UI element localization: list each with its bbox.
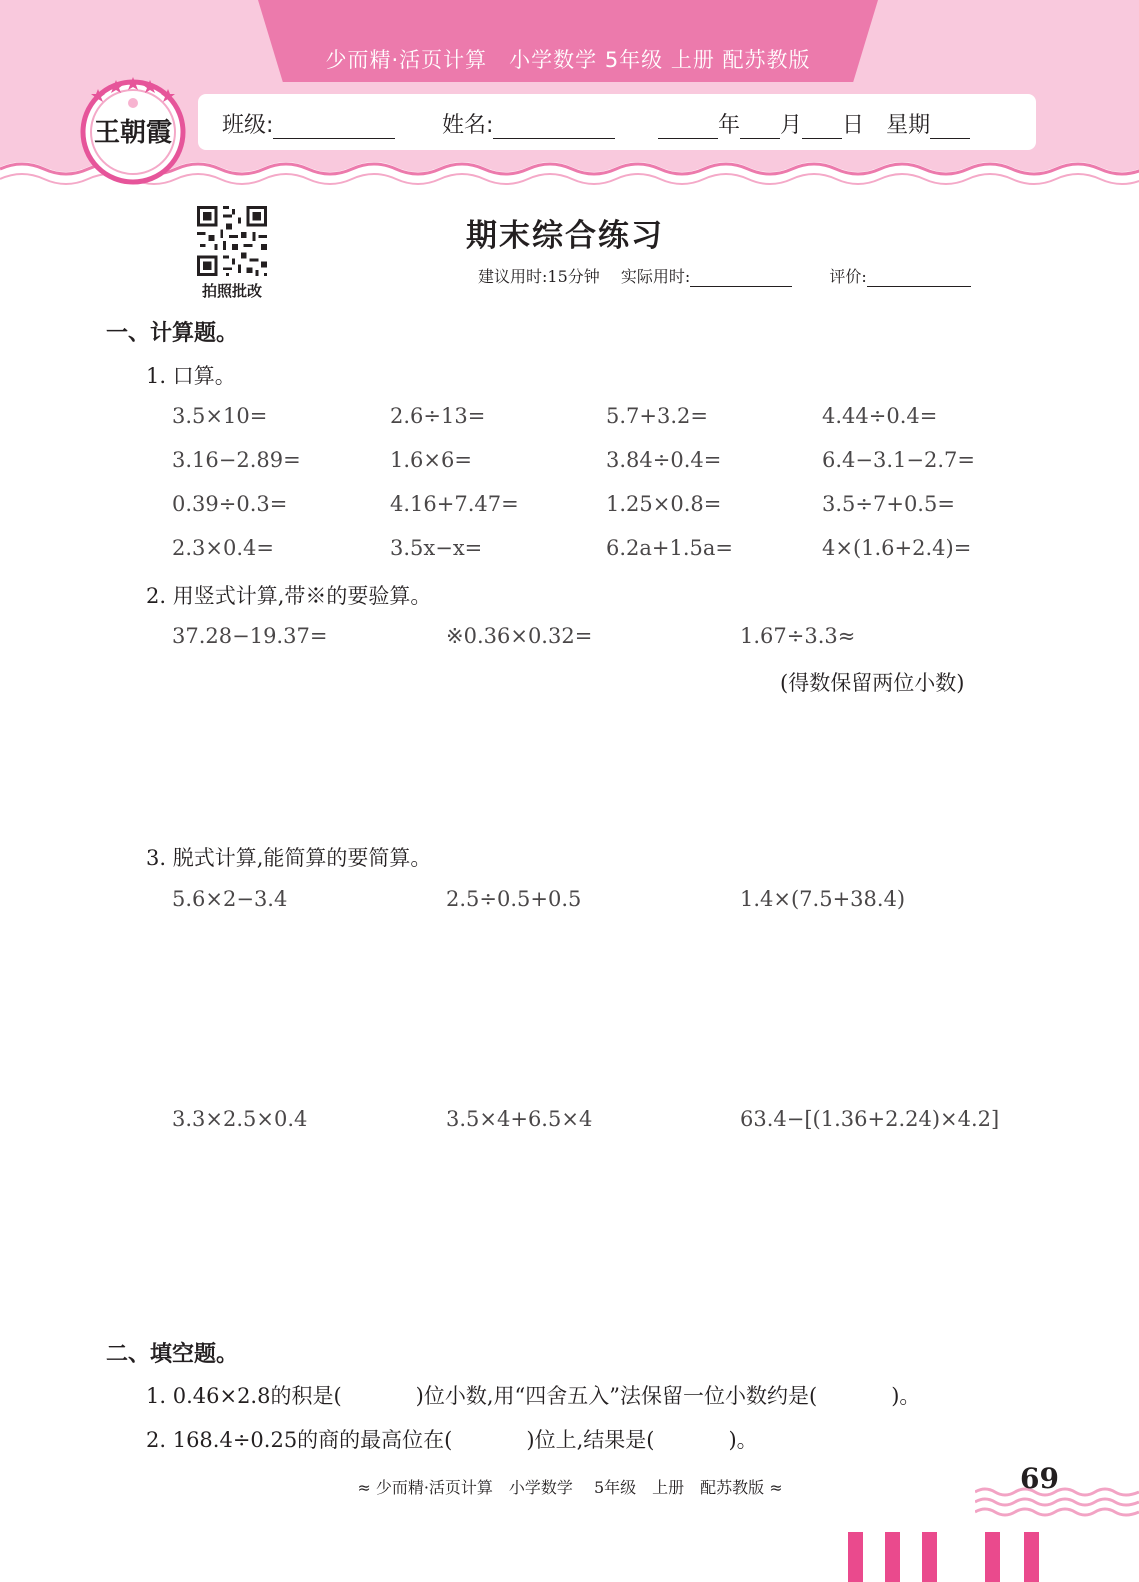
qr-code-icon[interactable] <box>193 203 271 279</box>
name-label: 姓名: <box>442 113 494 138</box>
stepwise-item: 3.5×4+6.5×4 <box>446 1107 593 1131</box>
day-label: 日 <box>842 113 865 138</box>
fill1-text-c: )。 <box>891 1384 921 1408</box>
oral-item: 0.39÷0.3= <box>172 492 288 516</box>
oral-item: 2.6÷13= <box>390 404 486 428</box>
footer-series: ≈ 少而精·活页计算 小学数学 5年级 上册 配苏教版 ≈ <box>357 1478 783 1497</box>
oral-item: 3.84÷0.4= <box>606 448 722 472</box>
oral-item: 1.25×0.8= <box>606 492 722 516</box>
month-label: 月 <box>780 113 803 138</box>
vertical-calc-item: 1.67÷3.3≈ <box>740 624 856 648</box>
timing-line <box>478 264 971 287</box>
decor-bar <box>848 1532 863 1582</box>
brand-logo <box>78 75 188 185</box>
fill2-text-b: )位上,结果是( <box>526 1428 655 1452</box>
oral-item: 1.6×6= <box>390 448 472 472</box>
fill2-text-a: 2. 168.4÷0.25的商的最高位在( <box>146 1428 453 1452</box>
oral-item: 4.44÷0.4= <box>822 404 938 428</box>
section1-heading: 一、计算题。 <box>106 321 239 346</box>
oral-item: 6.4−3.1−2.7= <box>822 448 975 472</box>
oral-item: 4×(1.6+2.4)= <box>822 536 972 560</box>
fill2-text-c: )。 <box>728 1428 758 1452</box>
evaluation-blank[interactable] <box>867 269 971 287</box>
weekday-label: 星期 <box>886 113 931 138</box>
oral-item: 3.5×10= <box>172 404 268 428</box>
oral-item: 3.5x−x= <box>390 536 483 560</box>
actual-time-blank[interactable] <box>690 269 792 287</box>
oral-item: 6.2a+1.5a= <box>606 536 734 560</box>
logo-text: 王朝霞 <box>93 118 173 148</box>
fill-question-1 <box>146 1380 920 1410</box>
stepwise-item: 2.5÷0.5+0.5 <box>446 887 582 911</box>
page-title: 期末综合练习 <box>466 218 664 254</box>
rounding-note: (得数保留两位小数) <box>780 671 965 695</box>
vertical-calc-item: ※0.36×0.32= <box>446 624 593 648</box>
year-label: 年 <box>718 113 741 138</box>
fill-question-2 <box>146 1424 758 1454</box>
q1-label: 1. 口算。 <box>146 364 236 388</box>
q3-label: 3. 脱式计算,能简算的要简算。 <box>146 846 432 870</box>
stepwise-item: 63.4−[(1.36+2.24)×4.2] <box>740 1107 1000 1131</box>
decor-bar <box>922 1532 937 1582</box>
oral-item: 3.16−2.89= <box>172 448 301 472</box>
q2-label: 2. 用竖式计算,带※的要验算。 <box>146 584 432 608</box>
suggested-time: 建议用时:15分钟 <box>478 267 600 286</box>
decor-bar <box>885 1532 900 1582</box>
class-label: 班级: <box>222 113 274 138</box>
series-title: 少而精·活页计算 小学数学 5年级 上册 配苏教版 <box>325 48 811 72</box>
stepwise-item: 3.3×2.5×0.4 <box>172 1107 308 1131</box>
class-field[interactable] <box>222 108 395 139</box>
actual-time-label: 实际用时: <box>620 267 691 286</box>
oral-item: 3.5÷7+0.5= <box>822 492 955 516</box>
stepwise-item: 1.4×(7.5+38.4) <box>740 887 906 911</box>
evaluation-label: 评价: <box>829 267 867 286</box>
vertical-calc-item: 37.28−19.37= <box>172 624 328 648</box>
page-number: 69 <box>1020 1462 1059 1495</box>
oral-item: 2.3×0.4= <box>172 536 274 560</box>
name-field[interactable] <box>442 108 615 139</box>
oral-item: 4.16+7.47= <box>390 492 519 516</box>
fill1-text-b: )位小数,用“四舍五入”法保留一位小数约是( <box>415 1384 818 1408</box>
decor-bar <box>985 1532 1000 1582</box>
oral-item: 5.7+3.2= <box>606 404 708 428</box>
fill1-text-a: 1. 0.46×2.8的积是( <box>146 1384 342 1408</box>
date-field[interactable] <box>658 108 970 139</box>
section2-heading: 二、填空题。 <box>106 1342 239 1367</box>
qr-label: 拍照批改 <box>201 282 262 300</box>
decor-bar <box>1024 1532 1039 1582</box>
student-info-box <box>198 94 1036 150</box>
stepwise-item: 5.6×2−3.4 <box>172 887 288 911</box>
